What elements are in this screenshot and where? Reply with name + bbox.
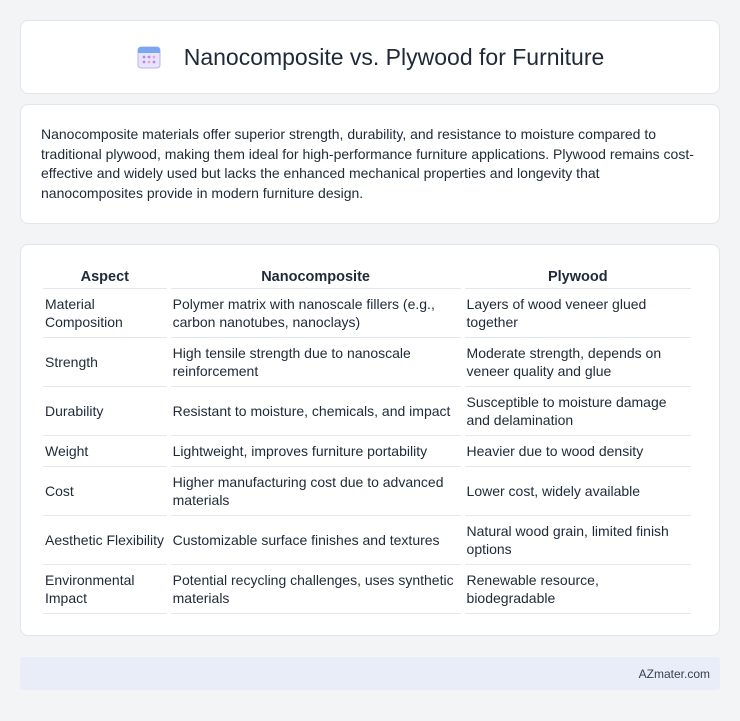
cell-plywood: Lower cost, widely available xyxy=(465,467,691,516)
cell-aspect: Environmental Impact xyxy=(43,565,167,614)
calendar-icon xyxy=(136,44,162,70)
cell-nanocomposite: Potential recycling challenges, uses synthetic materials xyxy=(171,565,461,614)
comparison-table xyxy=(39,265,695,614)
header-aspect: Aspect xyxy=(43,265,167,289)
footer-brand: AZmater.com xyxy=(638,666,710,681)
title-card xyxy=(20,20,720,94)
table-row xyxy=(43,467,691,516)
cell-plywood: Natural wood grain, limited finish options xyxy=(465,516,691,565)
table-row xyxy=(43,516,691,565)
table-row xyxy=(43,436,691,467)
cell-aspect: Weight xyxy=(43,436,167,467)
cell-aspect: Durability xyxy=(43,387,167,436)
table-row xyxy=(43,565,691,614)
comparison-card xyxy=(20,244,720,636)
cell-plywood: Heavier due to wood density xyxy=(465,436,691,467)
table-row xyxy=(43,387,691,436)
cell-plywood: Layers of wood veneer glued together xyxy=(465,289,691,338)
cell-plywood: Renewable resource, biodegradable xyxy=(465,565,691,614)
table-row xyxy=(43,289,691,338)
cell-nanocomposite: Lightweight, improves furniture portability xyxy=(171,436,461,467)
table-header-row xyxy=(43,265,691,289)
table-row xyxy=(43,338,691,387)
cell-nanocomposite: High tensile strength due to nanoscale reinforcement xyxy=(171,338,461,387)
cell-aspect: Aesthetic Flexibility xyxy=(43,516,167,565)
cell-plywood: Susceptible to moisture damage and delamination xyxy=(465,387,691,436)
footer xyxy=(20,657,720,690)
cell-nanocomposite: Polymer matrix with nanoscale fillers (e.g., carbon nanotubes, nanoclays) xyxy=(171,289,461,338)
cell-nanocomposite: Resistant to moisture, chemicals, and impact xyxy=(171,387,461,436)
summary-card xyxy=(20,104,720,224)
cell-nanocomposite: Higher manufacturing cost due to advanced materials xyxy=(171,467,461,516)
header-plywood: Plywood xyxy=(465,265,691,289)
page-title: Nanocomposite vs. Plywood for Furniture xyxy=(183,43,605,70)
cell-aspect: Cost xyxy=(43,467,167,516)
cell-aspect: Material Composition xyxy=(43,289,167,338)
cell-nanocomposite: Customizable surface finishes and textures xyxy=(171,516,461,565)
header-nanocomposite: Nanocomposite xyxy=(171,265,461,289)
cell-plywood: Moderate strength, depends on veneer quality and glue xyxy=(465,338,691,387)
cell-aspect: Strength xyxy=(43,338,167,387)
summary-text: Nanocomposite materials offer superior strength, durability, and resistance to moisture compared to traditional plywood, making them ideal for high-performance furniture applications. Plywood remains cost-effective and widely used but lacks the enhanced mechanical properties and longevity that nanocomposites provide in modern furniture design. xyxy=(41,126,694,201)
